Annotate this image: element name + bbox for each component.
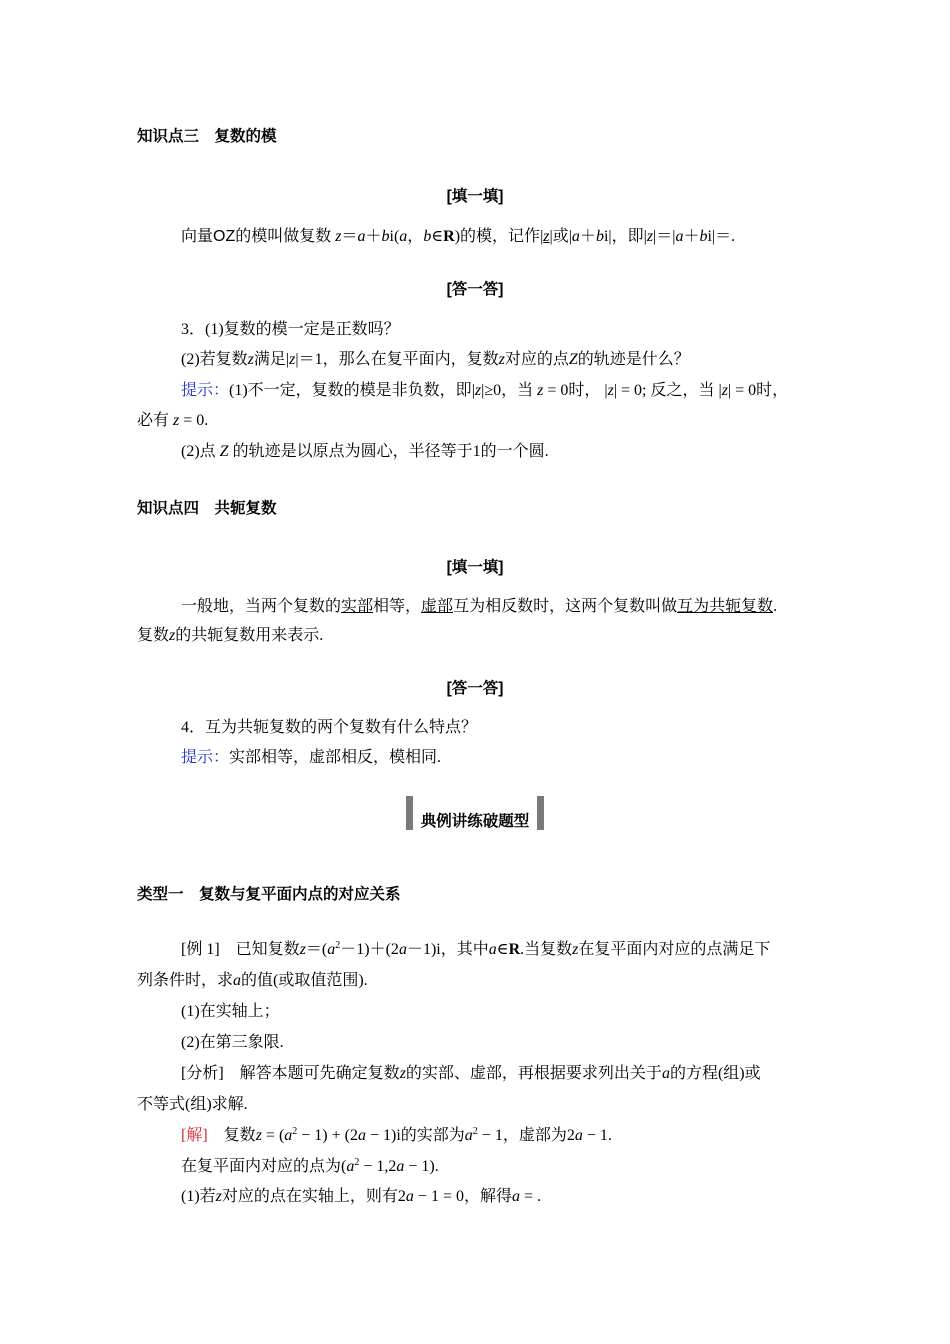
s3-question-1: 3．(1)复数的模一定是正数吗？: [181, 321, 400, 338]
vector-oz: OZ: [213, 228, 236, 245]
analysis-cont: 不等式(组)求解.: [137, 1096, 248, 1113]
s3-fill-label: [填一填]: [446, 188, 504, 205]
solution-label: [解]: [181, 1127, 208, 1144]
s4-fill-label: [填一填]: [446, 559, 504, 576]
hint-label: 提示：: [181, 382, 230, 399]
hint-label: 提示：: [181, 749, 230, 766]
s4-answer-label: [答一答]: [446, 680, 504, 697]
solution-line-2: 在复平面内对应的点为$(a^2 - 1,2a - 1)$.: [181, 1157, 439, 1175]
analysis-text: [分析] 解答本题可先确定复数z的实部、虚部，再根据要求列出关于a的方程(组)或: [181, 1065, 761, 1082]
s3-fill-text: 向量OZ的模叫做复数 z＝a＋bi(a，b∈R)的模，记作|z|或|a＋bi|，即|z|＝|a＋bi|＝.: [181, 228, 736, 245]
banner-text: 典例讲练破题型: [420, 813, 530, 830]
s3-hint-1: 提示：(1)不一定，复数的模是非负数，即|z|≥0，当 z = 0时， |z| = 0; 反之，当 |z| = 0时，: [181, 382, 789, 399]
condition-1: (1)在实轴上；: [181, 1003, 280, 1020]
section-4-title: 知识点四 共轭复数: [137, 500, 277, 517]
type-1-title: 类型一 复数与复平面内点的对应关系: [137, 886, 401, 903]
solution-line-3: (1)若z对应的点在实轴上，则有2a − 1 = 0，解得a = .: [181, 1188, 542, 1205]
banner-bar-right: [537, 796, 544, 830]
s4-hint: 提示：实部相等，虚部相反，模相同.: [181, 749, 442, 766]
s4-question: 4．互为共轭复数的两个复数有什么特点？: [181, 719, 478, 736]
s3-question-2: (2)若复数z满足|z|＝1，那么在复平面内，复数z对应的点Z的轨迹是什么？: [181, 351, 690, 368]
section-3-title: 知识点三 复数的模: [137, 128, 277, 145]
example-1-cont: 列条件时，求a的值(或取值范围).: [137, 972, 368, 989]
condition-2: (2)在第三象限.: [181, 1034, 284, 1051]
example-1-text: [例 1] 已知复数$z=(a^2-1)+(2a-1)i$，其中a∈R.当复数z在复平面内对应的点满足下: [181, 940, 771, 958]
s3-answer-label: [答一答]: [446, 281, 504, 298]
s3-hint-1-cont: 必有 z = 0.: [137, 412, 209, 429]
banner-bar-left: [406, 796, 413, 830]
s4-fill-text-cont: 复数z的共轭复数用来表示.: [137, 627, 324, 644]
solution-line-1: [解] 复数$z = (a^2 - 1) + (2a - 1)i$的实部为$a^2 - 1$，虚部为2a − 1.: [181, 1126, 612, 1144]
section-banner: [0, 795, 950, 831]
s4-fill-text: 一般地，当两个复数的实部相等，虚部互为相反数时，这两个复数叫做互为共轭复数.: [181, 598, 778, 615]
s3-hint-2: (2)点 Z 的轨迹是以原点为圆心，半径等于1的一个圆.: [181, 443, 549, 460]
